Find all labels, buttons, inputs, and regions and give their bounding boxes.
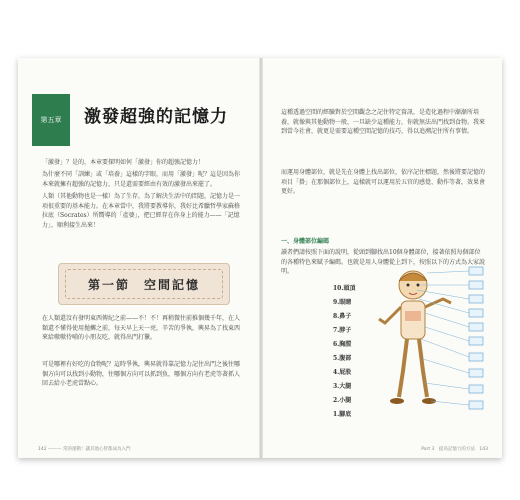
list-item: 3.大腿 [333,383,352,390]
body-part-list [333,283,355,423]
right-page [263,58,502,458]
list-item: 10.頭頂 [333,285,356,292]
list-item: 7.脖子 [333,327,352,334]
list-item: 4.屁股 [333,369,352,376]
list-item: 2.小腿 [333,397,352,404]
list-item: 9.眼睛 [333,299,352,306]
list-item: 8.鼻子 [333,313,352,320]
body-paragraph-2: 可是哪裡有好吃的食物呢？這時爭執，興昇就得靠記憶力記住出門之後往哪個方向可以找到小動物，往哪個方向可以抓到魚，哪個方向有老虎等著抓人回去給小老虎當點心。 [42,361,241,387]
section-title: 第一節 空間記憶 [65,269,223,299]
intro-paragraph-1: 「激發」？是的，本章要探明如何「激發」你的超強記憶力！ [42,159,205,166]
chapter-title: 激發超強的記憶力 [84,107,228,127]
list-item: 6.胸膛 [333,341,352,348]
body-paragraph-1: 在人類還沒有發明東西傳紀之前——不！不！再稍微往前推個幾千年，在人類還不懂得使用拋擲之前，每天早上天一亮，辛苦的爭執，興昇為了找東西來給嗷嗷待哺的小朋友吃，就得出門打獵。 [42,315,241,341]
sub-heading: 一、身體部位編碼 [281,238,330,245]
left-footer: 142 ——— 常的運動！讓其他心智都成為入門 [38,447,131,452]
list-item: 5.腹部 [333,355,352,362]
section-heading-box [58,263,230,305]
intro-paragraph-3: 人類（其他動物也是一樣）為了生存，為了解決生活中的問題，記憶力是一項很重要的基本能力。在本章當中，我將要教導你，我好比希臘哲學家蘇格拉底（Socrates）所嚮導的「產婆」，把已經存在你身上的能力——「記憶力」，順利接生出來！ [42,193,241,229]
intro-paragraph-2: 為什麼不同「訓練」或「培養」這樣的字眼，而用「激發」呢？這是因為你本來就擁有超強的記憶力，只是還需要經由有效的激發出來罷了。 [42,171,241,188]
right-footer: Part 3 提高記憶力的方法 143 [421,447,488,452]
book-spread [18,58,502,458]
right-paragraph-3: 讀者們請按照下面的說明，從頭到腳找出10個身體部位，接著依照每個部位的各種特色來賦予編碼。也就是用人身體從上到下，按照以下的方式為大家說明。 [281,249,486,275]
list-item: 1.腳底 [333,411,352,418]
body-figure-illustration [371,263,489,413]
right-paragraph-2: 而運用身體部位，就是先在身體上找出部位，依序記住標題，然後將要記憶的項目「掛」在那個部位上，這樣就可以運用於五官的感覺、動作等著，效果會更好。 [281,169,486,195]
left-page [18,58,259,458]
chapter-label: 第五章 [32,94,70,146]
right-paragraph-1: 這種透過空間的經驗對於空間觀念之記住特定資訊，是造化過程中漸漸所培養，就像與其他動物一般，一旦缺少這種能力，你就無法出門找到食物。我來到當今社會，就更是需要這種空間記憶的技巧，得以追溯記住所有事情。 [281,109,486,135]
